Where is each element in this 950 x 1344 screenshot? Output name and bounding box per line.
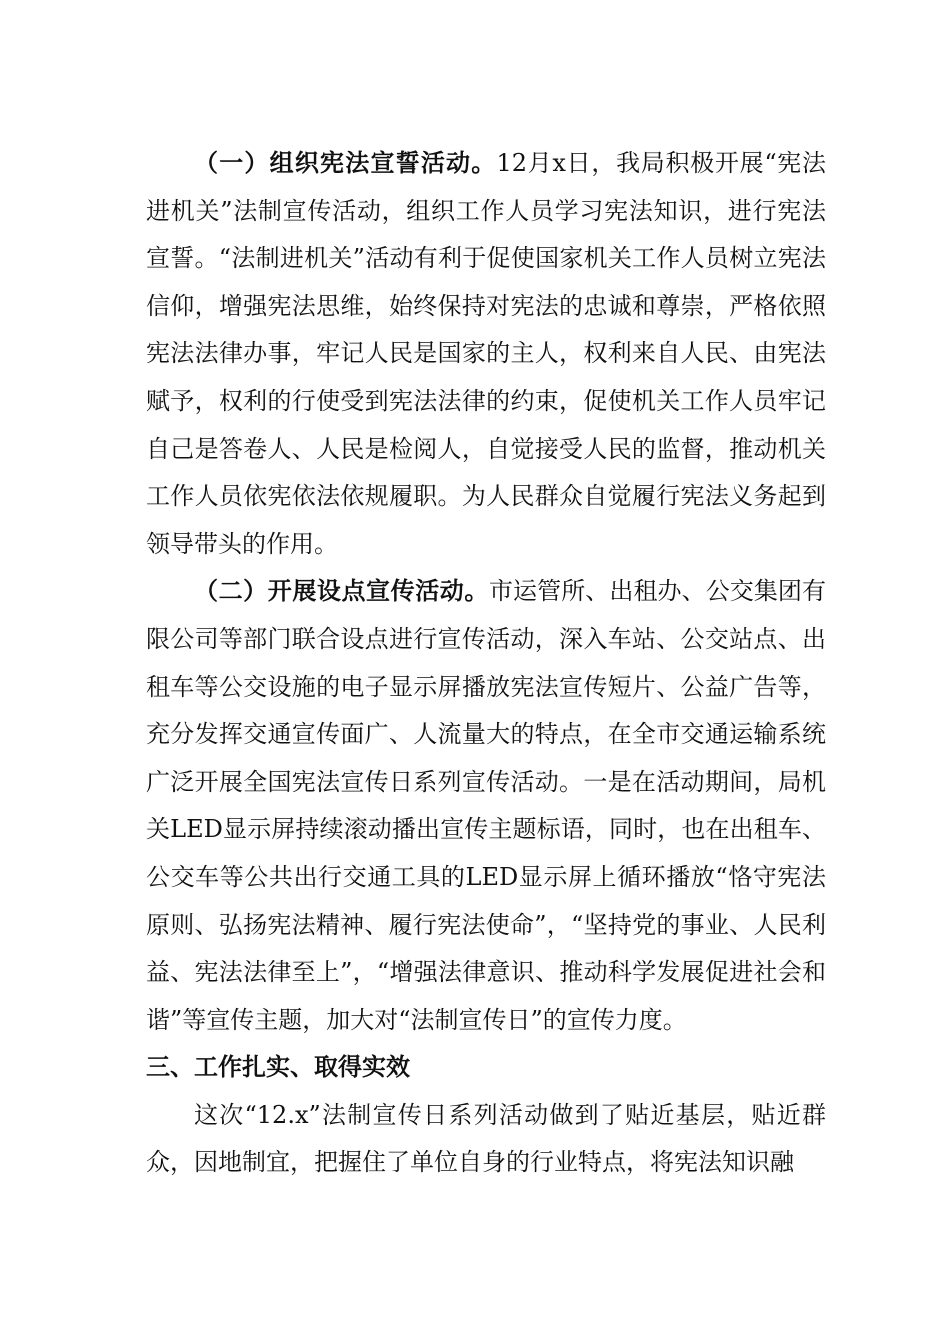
paragraph-text: 这次“12.x”法制宣传日系列活动做到了贴近基层，贴近群众，因地制宜，把握住了单位自身的行业特点，将宪法知识融: [146, 1100, 826, 1177]
paragraph-lead-heading: （二）开展设点宣传活动。: [194, 577, 489, 606]
section-heading: [146, 1044, 826, 1092]
paragraph-lead-heading: （一）组织宪法宣誓活动。: [194, 149, 497, 177]
document-body: [146, 140, 826, 1187]
paragraph-text: 12月x日，我局积极开展“宪法进机关”法制宣传活动，组织工作人员学习宪法知识，进行宪法宣誓。“法制进机关”活动有利于促使国家机关工作人员树立宪法信仰，增强宪法思维，始终保持对宪法的忠诚和尊崇，严格依照宪法法律办事，牢记人民是国家的主人，权利来自人民、由宪法赋予，权利的行使受到宪法法律的约束，促使机关工作人员牢记自己是答卷人、人民是检阅人，自觉接受人民的监督，推动机关工作人员依宪依法依规履职。为人民群众自觉履行宪法义务起到领导带头的作用。: [146, 149, 827, 558]
paragraph-effects: [146, 1092, 826, 1187]
paragraph-constitution-oath: [146, 140, 826, 568]
paragraph-text: 市运管所、出租办、公交集团有限公司等部门联合设点进行宣传活动，深入车站、公交站点、出租车等公交设施的电子显示屏播放宪法宣传短片、公益广告等，充分发挥交通宣传面广、人流量大的特点，在全市交通运输系统广泛开展全国宪法宣传日系列宣传活动。一是在活动期间，局机关LED显示屏持续滚动播出宣传主题标语，同时，也在出租车、公交车等公共出行交通工具的LED显示屏上循环播放“恪守宪法原则、弘扬宪法精神、履行宪法使命”，“坚持党的事业、人民利益、宪法法律至上”，“增强法律意识、推动科学发展促进社会和谐”等宣传主题，加大对“法制宣传日”的宣传力度。: [146, 577, 827, 1034]
paragraph-publicity-booths: [146, 568, 826, 1044]
section-heading-text: 三、工作扎实、取得实效: [146, 1053, 410, 1082]
